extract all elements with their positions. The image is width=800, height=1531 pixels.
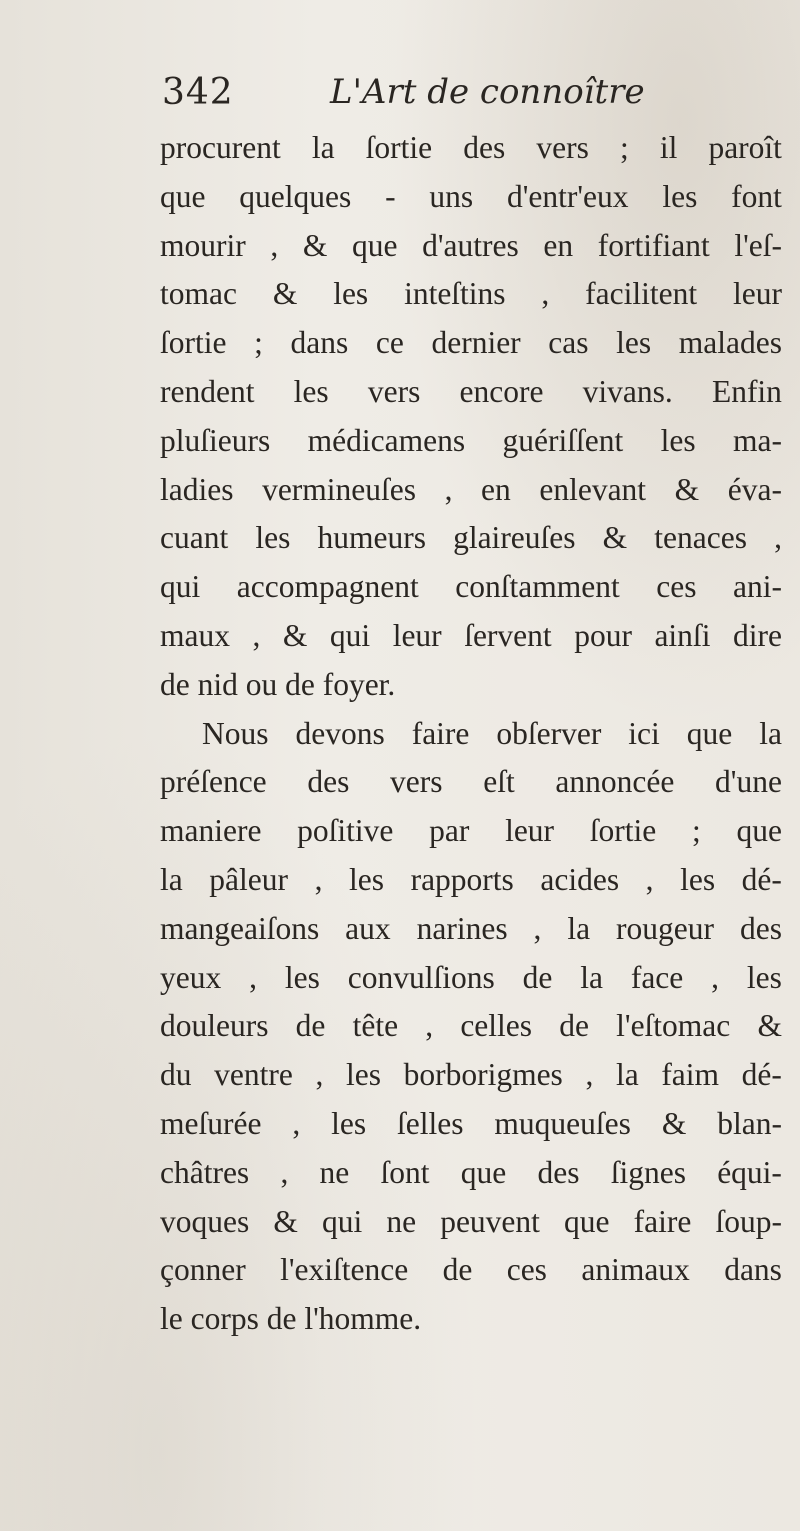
text-line: yeux , les convulſions de la face , les <box>160 959 782 995</box>
text-line: procurent la ſortie des vers ; il paroît <box>160 130 782 165</box>
text-line: de nid ou de foyer. <box>160 666 396 702</box>
text-line: ſortie ; dans ce dernier cas les malades <box>160 325 782 361</box>
text-line: Nous devons faire obſerver ici que la <box>202 715 782 751</box>
text-line: que quelques - uns d'entr'eux les font <box>160 178 782 214</box>
text-line: préſence des vers eſt annoncée d'une <box>160 764 782 800</box>
text-line: rendent les vers encore vivans. Enfin <box>160 373 782 409</box>
text-line: cuant les humeurs glaireuſes & tenaces , <box>160 520 782 556</box>
text-line: le corps de l'homme. <box>160 1301 422 1337</box>
text-line: tomac & les inteſtins , facilitent leur <box>160 276 782 312</box>
text-line: çonner l'exiſtence de ces animaux dans <box>160 1252 782 1288</box>
text-line: ladies vermineuſes , en enlevant & éva- <box>160 471 782 507</box>
text-line: voques & qui ne peuvent que faire ſoup- <box>160 1203 782 1239</box>
text-line: mourir , & que d'autres en fortifiant l'eſ- <box>160 227 782 263</box>
text-line: meſurée , les ſelles muqueuſes & blan- <box>160 1105 782 1141</box>
page-header <box>162 72 782 120</box>
text-line: pluſieurs médicamens guériſſent les ma- <box>160 422 782 458</box>
body-text <box>160 124 782 1344</box>
text-line: mangeaiſons aux narines , la rougeur des <box>160 910 782 946</box>
text-line: châtres , ne ſont que des ſignes équi- <box>160 1154 782 1190</box>
page-number: 342 <box>162 72 234 113</box>
text-line: maux , & qui leur ſervent pour ainſi dire <box>160 617 782 653</box>
text-line: qui accompagnent conſtamment ces ani- <box>160 569 782 605</box>
text-line: maniere poſitive par leur ſortie ; que <box>160 813 782 849</box>
text-line: la pâleur , les rapports acides , les dé- <box>160 861 782 897</box>
text-line: douleurs de tête , celles de l'eſtomac & <box>160 1008 782 1044</box>
text-line: du ventre , les borborigmes , la faim dé- <box>160 1057 782 1093</box>
running-title: L'Art de connoître <box>330 72 645 112</box>
